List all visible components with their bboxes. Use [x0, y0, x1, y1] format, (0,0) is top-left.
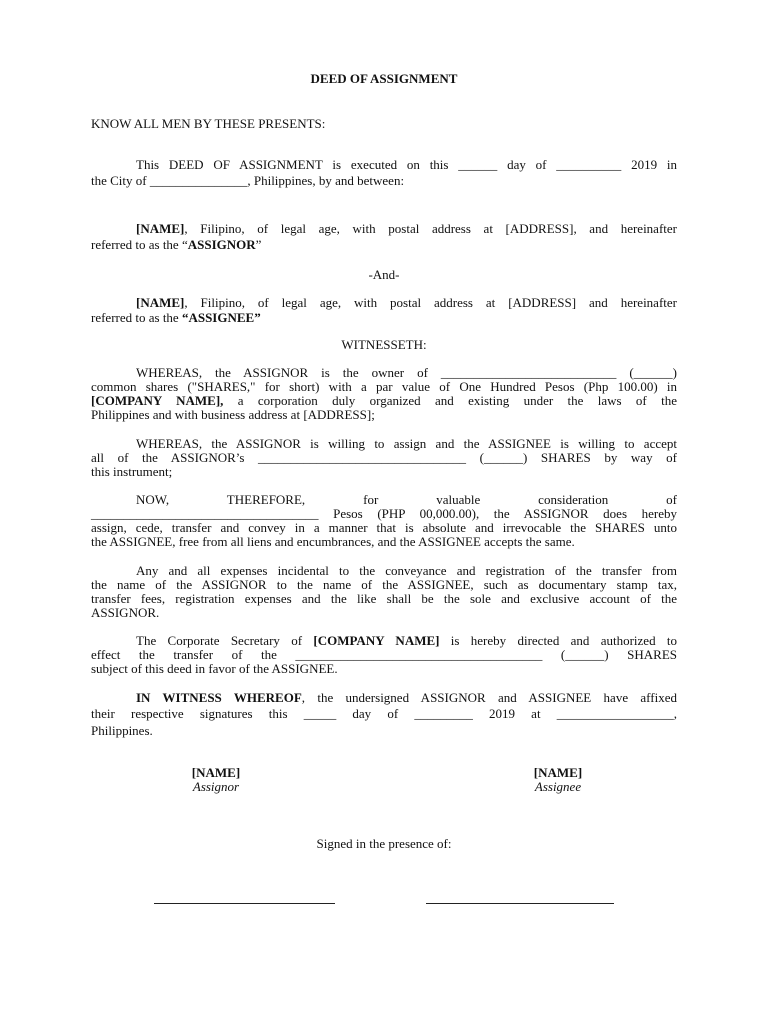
p1-line-2: the City of _______________, Philippines, by and between: [91, 173, 405, 188]
expenses-line-3: transfer fees, registration expenses and the like shall be the sole and exclusive account of the [91, 591, 677, 606]
and-separator: -And- [368, 267, 400, 282]
whereas1-line-4: Philippines and with business address at [ADDRESS]; [91, 407, 375, 422]
now-line-1: NOW, THEREFORE, for valuable consideration of [136, 492, 677, 507]
secretary-line-3: subject of this deed in favor of the ASSIGNEE. [91, 661, 338, 676]
assignee-name: [NAME] [136, 295, 185, 310]
assignee-line-1: [NAME], Filipino, of legal age, with postal address at [ADDRESS] and hereinafter [136, 295, 677, 310]
assignor-signature-role: Assignor [192, 779, 240, 795]
assignor-line-1: [NAME], Filipino, of legal age, with postal address at [ADDRESS], and hereinafter [136, 221, 677, 236]
expenses-line-1: Any and all expenses incidental to the conveyance and registration of the transfer from [136, 563, 677, 578]
company-name: [COMPANY NAME], [91, 393, 224, 408]
whereas2-line-1: WHEREAS, the ASSIGNOR is willing to assign and the ASSIGNEE is willing to accept [136, 436, 677, 451]
assignee-signature-name: [NAME] [533, 765, 583, 780]
assignor-signature-block [156, 766, 276, 794]
assignee-signature-block [498, 766, 618, 794]
witness-line-2: their respective signatures this _____ day of _________ 2019 at __________________, [91, 706, 677, 721]
witness-line-1: IN WITNESS WHEREOF, the undersigned ASSIGNOR and ASSIGNEE have affixed [136, 690, 677, 705]
assignor-name: [NAME] [136, 221, 185, 236]
whereas2-line-3: this instrument; [91, 464, 173, 479]
assignee-role: “ASSIGNEE” [181, 310, 261, 325]
document-title: DEED OF ASSIGNMENT [310, 71, 458, 86]
whereas1-line-1: WHEREAS, the ASSIGNOR is the owner of ___________________________ (______) [136, 365, 677, 380]
secretary-line-2: effect the transfer of the ______________________________________ (______) SHARES [91, 647, 677, 662]
whereas1-line-2: common shares ("SHARES," for short) with a par value of One Hundred Pesos (Php 100.00) in [91, 379, 677, 394]
expenses-line-2: the name of the ASSIGNOR to the name of the ASSIGNEE, such as documentary stamp tax, [91, 577, 677, 592]
witness-line-3: Philippines. [91, 723, 153, 738]
now-line-2: ___________________________________ Pesos (PHP 00,000.00), the ASSIGNOR does hereby [91, 506, 677, 521]
assignee-signature-role: Assignee [534, 779, 582, 795]
assignor-line-2: referred to as the “ASSIGNOR” [91, 237, 262, 252]
p1-line-1: This DEED OF ASSIGNMENT is executed on this ______ day of __________ 2019 in [136, 157, 677, 172]
witness-signature-line-left [154, 903, 335, 904]
witness-signature-line-right [426, 903, 614, 904]
presence-label: Signed in the presence of: [316, 836, 452, 851]
secretary-line-1: The Corporate Secretary of [COMPANY NAME] is hereby directed and authorized to [136, 633, 677, 648]
witness-whereof-label: IN WITNESS WHEREOF [136, 690, 302, 705]
whereas1-line-3: [COMPANY NAME], a corporation duly organized and existing under the laws of the [91, 393, 677, 408]
now-line-4: the ASSIGNEE, free from all liens and encumbrances, and the ASSIGNEE accepts the same. [91, 534, 575, 549]
assignor-role: ASSIGNOR [187, 237, 256, 252]
witnesseth-heading: WITNESSETH: [341, 337, 427, 352]
assignee-line-2: referred to as the “ASSIGNEE” [91, 310, 261, 325]
assignor-signature-name: [NAME] [191, 765, 241, 780]
secretary-company-name: [COMPANY NAME] [313, 633, 440, 648]
intro-line: KNOW ALL MEN BY THESE PRESENTS: [91, 116, 326, 131]
expenses-line-4: ASSIGNOR. [91, 605, 160, 620]
now-line-3: assign, cede, transfer and convey in a manner that is absolute and irrevocable the SHARES unto [91, 520, 677, 535]
whereas2-line-2: all of the ASSIGNOR’s ________________________________ (______) SHARES by way of [91, 450, 677, 465]
